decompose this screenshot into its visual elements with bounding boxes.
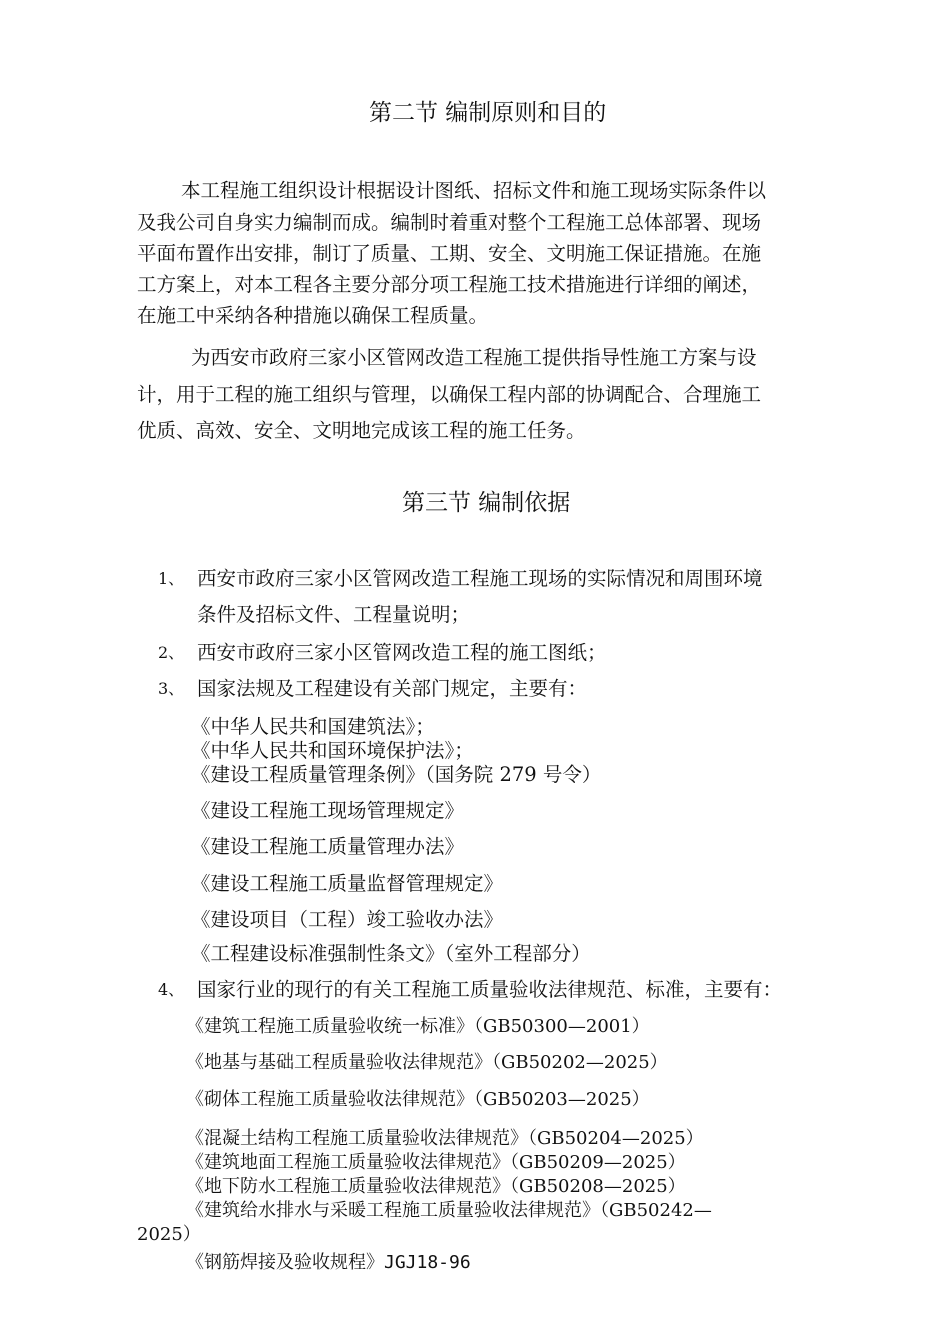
list-item-text: 条件及招标文件、工程量说明；: [197, 603, 471, 626]
standard-item: 《建筑工程施工质量验收统一标准》（GB50300—2001）: [186, 1016, 650, 1037]
standard-item: 《地基与基础工程质量验收法律规范》（GB50202—2025）: [186, 1052, 668, 1073]
standard-item: 《地下防水工程施工质量验收法律规范》（GB50208—2025）: [186, 1176, 686, 1197]
list-number: 4、: [158, 980, 185, 999]
law-item: 《中华人民共和国建筑法》；: [191, 715, 435, 738]
standard-item: 《砌体工程施工质量验收法律规范》（GB50203—2025）: [186, 1089, 650, 1110]
standard-item: 《钢筋焊接及验收规程》JGJ18-96: [186, 1252, 471, 1273]
paragraph-line: 平面布置作出安排，制订了质量、工期、安全、文明施工保证措施。在施: [137, 242, 762, 265]
list-item-text: 西安市政府三家小区管网改造工程的施工图纸；: [197, 641, 607, 664]
law-item: 《建设项目（工程）竣工验收办法》: [191, 908, 504, 931]
paragraph-line: 计，用于工程的施工组织与管理，以确保工程内部的协调配合、合理施工: [137, 383, 762, 406]
paragraph-line: 优质、高效、安全、文明地完成该工程的施工任务。: [137, 419, 586, 442]
list-item-text: 国家行业的现行的有关工程施工质量验收法律规范、标准，主要有：: [197, 978, 783, 1001]
paragraph-line: 为西安市政府三家小区管网改造工程施工提供指导性施工方案与设: [191, 346, 757, 369]
paragraph-line: 工方案上，对本工程各主要分部分项工程施工技术措施进行详细的阐述，: [137, 273, 762, 296]
law-item: 《建设工程施工现场管理规定》: [191, 799, 465, 822]
paragraph-line: 及我公司自身实力编制而成。编制时着重对整个工程施工总体部署、现场: [137, 211, 762, 234]
paragraph-line: 本工程施工组织设计根据设计图纸、招标文件和施工现场实际条件以: [181, 179, 767, 202]
standard-item: 《建筑给水排水与采暖工程施工质量验收法律规范》（GB50242—: [186, 1200, 712, 1221]
section-heading-2: 第二节 编制原则和目的: [369, 100, 607, 126]
law-item: 《建设工程施工质量管理办法》: [191, 835, 465, 858]
list-number: 2、: [158, 643, 185, 662]
law-item: 《建设工程质量管理条例》（国务院 279 号令）: [191, 763, 602, 786]
standard-item: 《混凝土结构工程施工质量验收法律规范》（GB50204—2025）: [186, 1128, 704, 1149]
law-item: 《中华人民共和国环境保护法》；: [191, 739, 474, 762]
section-heading-3: 第三节 编制依据: [402, 490, 571, 516]
standard-item-continuation: 2025）: [137, 1224, 201, 1245]
list-number: 1、: [158, 569, 185, 588]
list-item-text: 国家法规及工程建设有关部门规定，主要有：: [197, 677, 588, 700]
paragraph-line: 在施工中采纳各种措施以确保工程质量。: [137, 304, 489, 327]
list-number: 3、: [158, 679, 185, 698]
law-item: 《建设工程施工质量监督管理规定》: [191, 872, 504, 895]
list-item-text: 西安市政府三家小区管网改造工程施工现场的实际情况和周围环境: [197, 567, 763, 590]
standard-item: 《建筑地面工程施工质量验收法律规范》（GB50209—2025）: [186, 1152, 686, 1173]
law-item: 《工程建设标准强制性条文》（室外工程部分）: [191, 942, 591, 965]
